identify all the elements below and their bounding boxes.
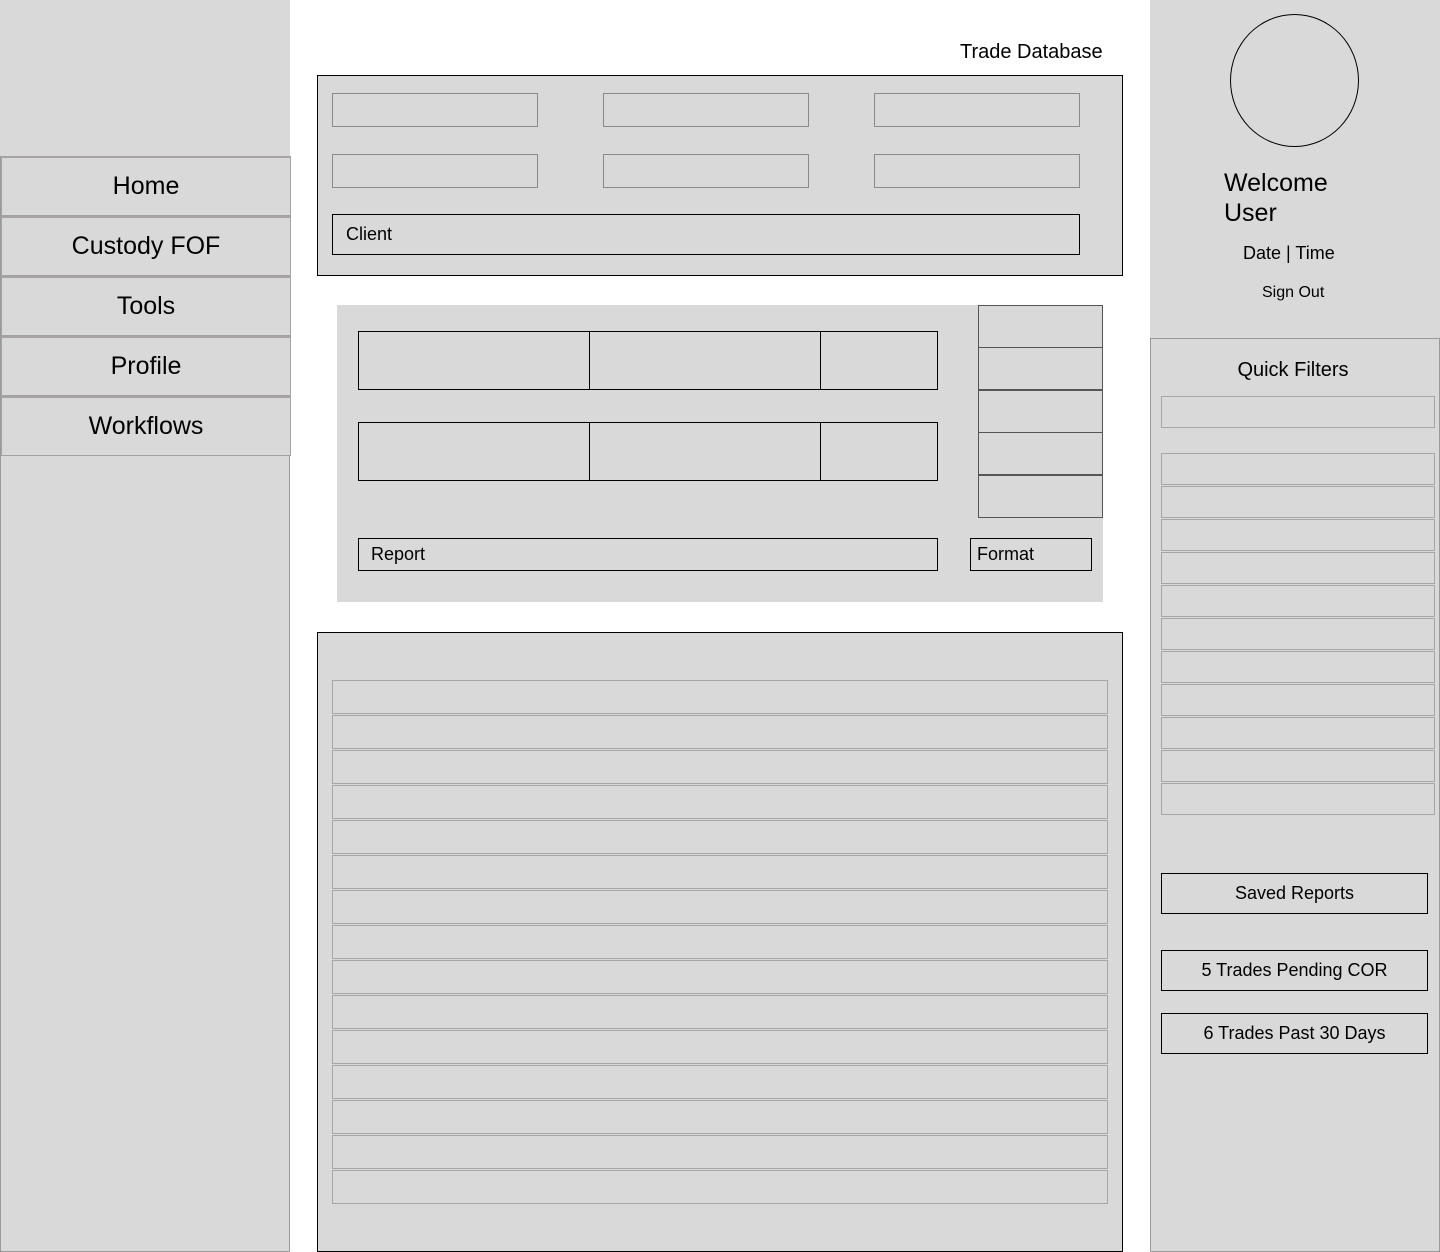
table-row[interactable] [332,925,1108,959]
welcome-username: User [1224,199,1277,227]
sidebar-item-label: Custody FOF [71,232,221,260]
time-label: Time [1295,243,1335,263]
table-row[interactable] [332,960,1108,994]
sidebar-item-home[interactable] [1,156,291,216]
user-panel [1150,0,1440,340]
table-row[interactable] [332,1030,1108,1064]
table-row[interactable] [332,1135,1108,1169]
filter-field[interactable] [332,93,538,127]
saved-reports-button[interactable]: Saved Reports [1161,873,1428,914]
quick-filter-item[interactable] [1161,717,1435,749]
filter-field[interactable] [603,93,809,127]
sidebar-item-label: Tools [116,292,176,320]
sidebar-item-label: Profile [110,352,182,380]
welcome-line: Welcome [1224,169,1328,197]
table-row[interactable] [332,890,1108,924]
quick-filters-title: Quick Filters [1237,359,1349,381]
table-row[interactable] [332,855,1108,889]
report-side-button[interactable] [978,390,1103,433]
report-field[interactable] [358,538,938,571]
filter-field[interactable] [603,154,809,188]
results-table [317,632,1123,1252]
quick-filter-item[interactable] [1161,651,1435,683]
table-row[interactable] [332,1065,1108,1099]
quick-filter-item[interactable] [1161,783,1435,815]
table-row[interactable] [332,785,1108,819]
quick-filter-item[interactable] [1161,618,1435,650]
filter-field[interactable] [874,154,1080,188]
sign-out-link[interactable]: Sign Out [1262,284,1325,301]
report-option-cell[interactable] [589,422,821,481]
sidebar-item-workflows[interactable] [1,396,291,456]
quick-filter-item[interactable] [1161,453,1435,485]
sidebar-item-custody-fof[interactable] [1,216,291,276]
sidebar [0,156,290,1252]
quick-filter-item[interactable] [1161,585,1435,617]
report-field-label: Report [371,544,426,564]
pending-cor-button[interactable]: 5 Trades Pending COR [1161,950,1428,991]
past-30-days-button[interactable]: 6 Trades Past 30 Days [1161,1013,1428,1054]
table-row[interactable] [332,750,1108,784]
sidebar-logo-area [0,0,290,157]
report-panel [337,305,1103,602]
welcome-message [1224,168,1328,228]
date-time-separator: | [1286,243,1291,263]
report-option-cell[interactable] [358,422,590,481]
quick-filter-item[interactable] [1161,519,1435,551]
date-time [1243,243,1335,264]
report-option-cell[interactable] [820,422,938,481]
format-field[interactable] [970,538,1092,571]
report-side-button[interactable] [978,347,1103,390]
report-option-cell[interactable] [589,331,821,390]
page-title: Trade Database [960,41,1103,63]
quick-filter-item[interactable] [1161,684,1435,716]
table-row[interactable] [332,680,1108,714]
filter-panel [317,75,1123,276]
sidebar-item-label: Workflows [88,412,204,440]
table-row[interactable] [332,995,1108,1029]
table-row[interactable] [332,820,1108,854]
avatar[interactable] [1230,14,1359,147]
client-field-label: Client [346,224,393,244]
quick-filter-item[interactable] [1161,486,1435,518]
quick-filters-panel [1150,338,1440,1252]
sidebar-item-tools[interactable] [1,276,291,336]
filter-field[interactable] [332,154,538,188]
quick-filter-search-input[interactable] [1161,396,1435,428]
table-row[interactable] [332,1170,1108,1204]
sidebar-item-profile[interactable] [1,336,291,396]
quick-filter-item[interactable] [1161,750,1435,782]
date-label: Date [1243,243,1282,263]
client-field[interactable] [332,214,1080,255]
report-side-button[interactable] [978,475,1103,518]
report-side-button[interactable] [978,305,1103,348]
report-side-button[interactable] [978,432,1103,475]
table-row[interactable] [332,1100,1108,1134]
sidebar-item-label: Home [112,172,180,200]
filter-field[interactable] [874,93,1080,127]
table-row[interactable] [332,715,1108,749]
report-option-cell[interactable] [358,331,590,390]
format-field-label: Format [977,544,1035,564]
quick-filter-item[interactable] [1161,552,1435,584]
report-option-cell[interactable] [820,331,938,390]
